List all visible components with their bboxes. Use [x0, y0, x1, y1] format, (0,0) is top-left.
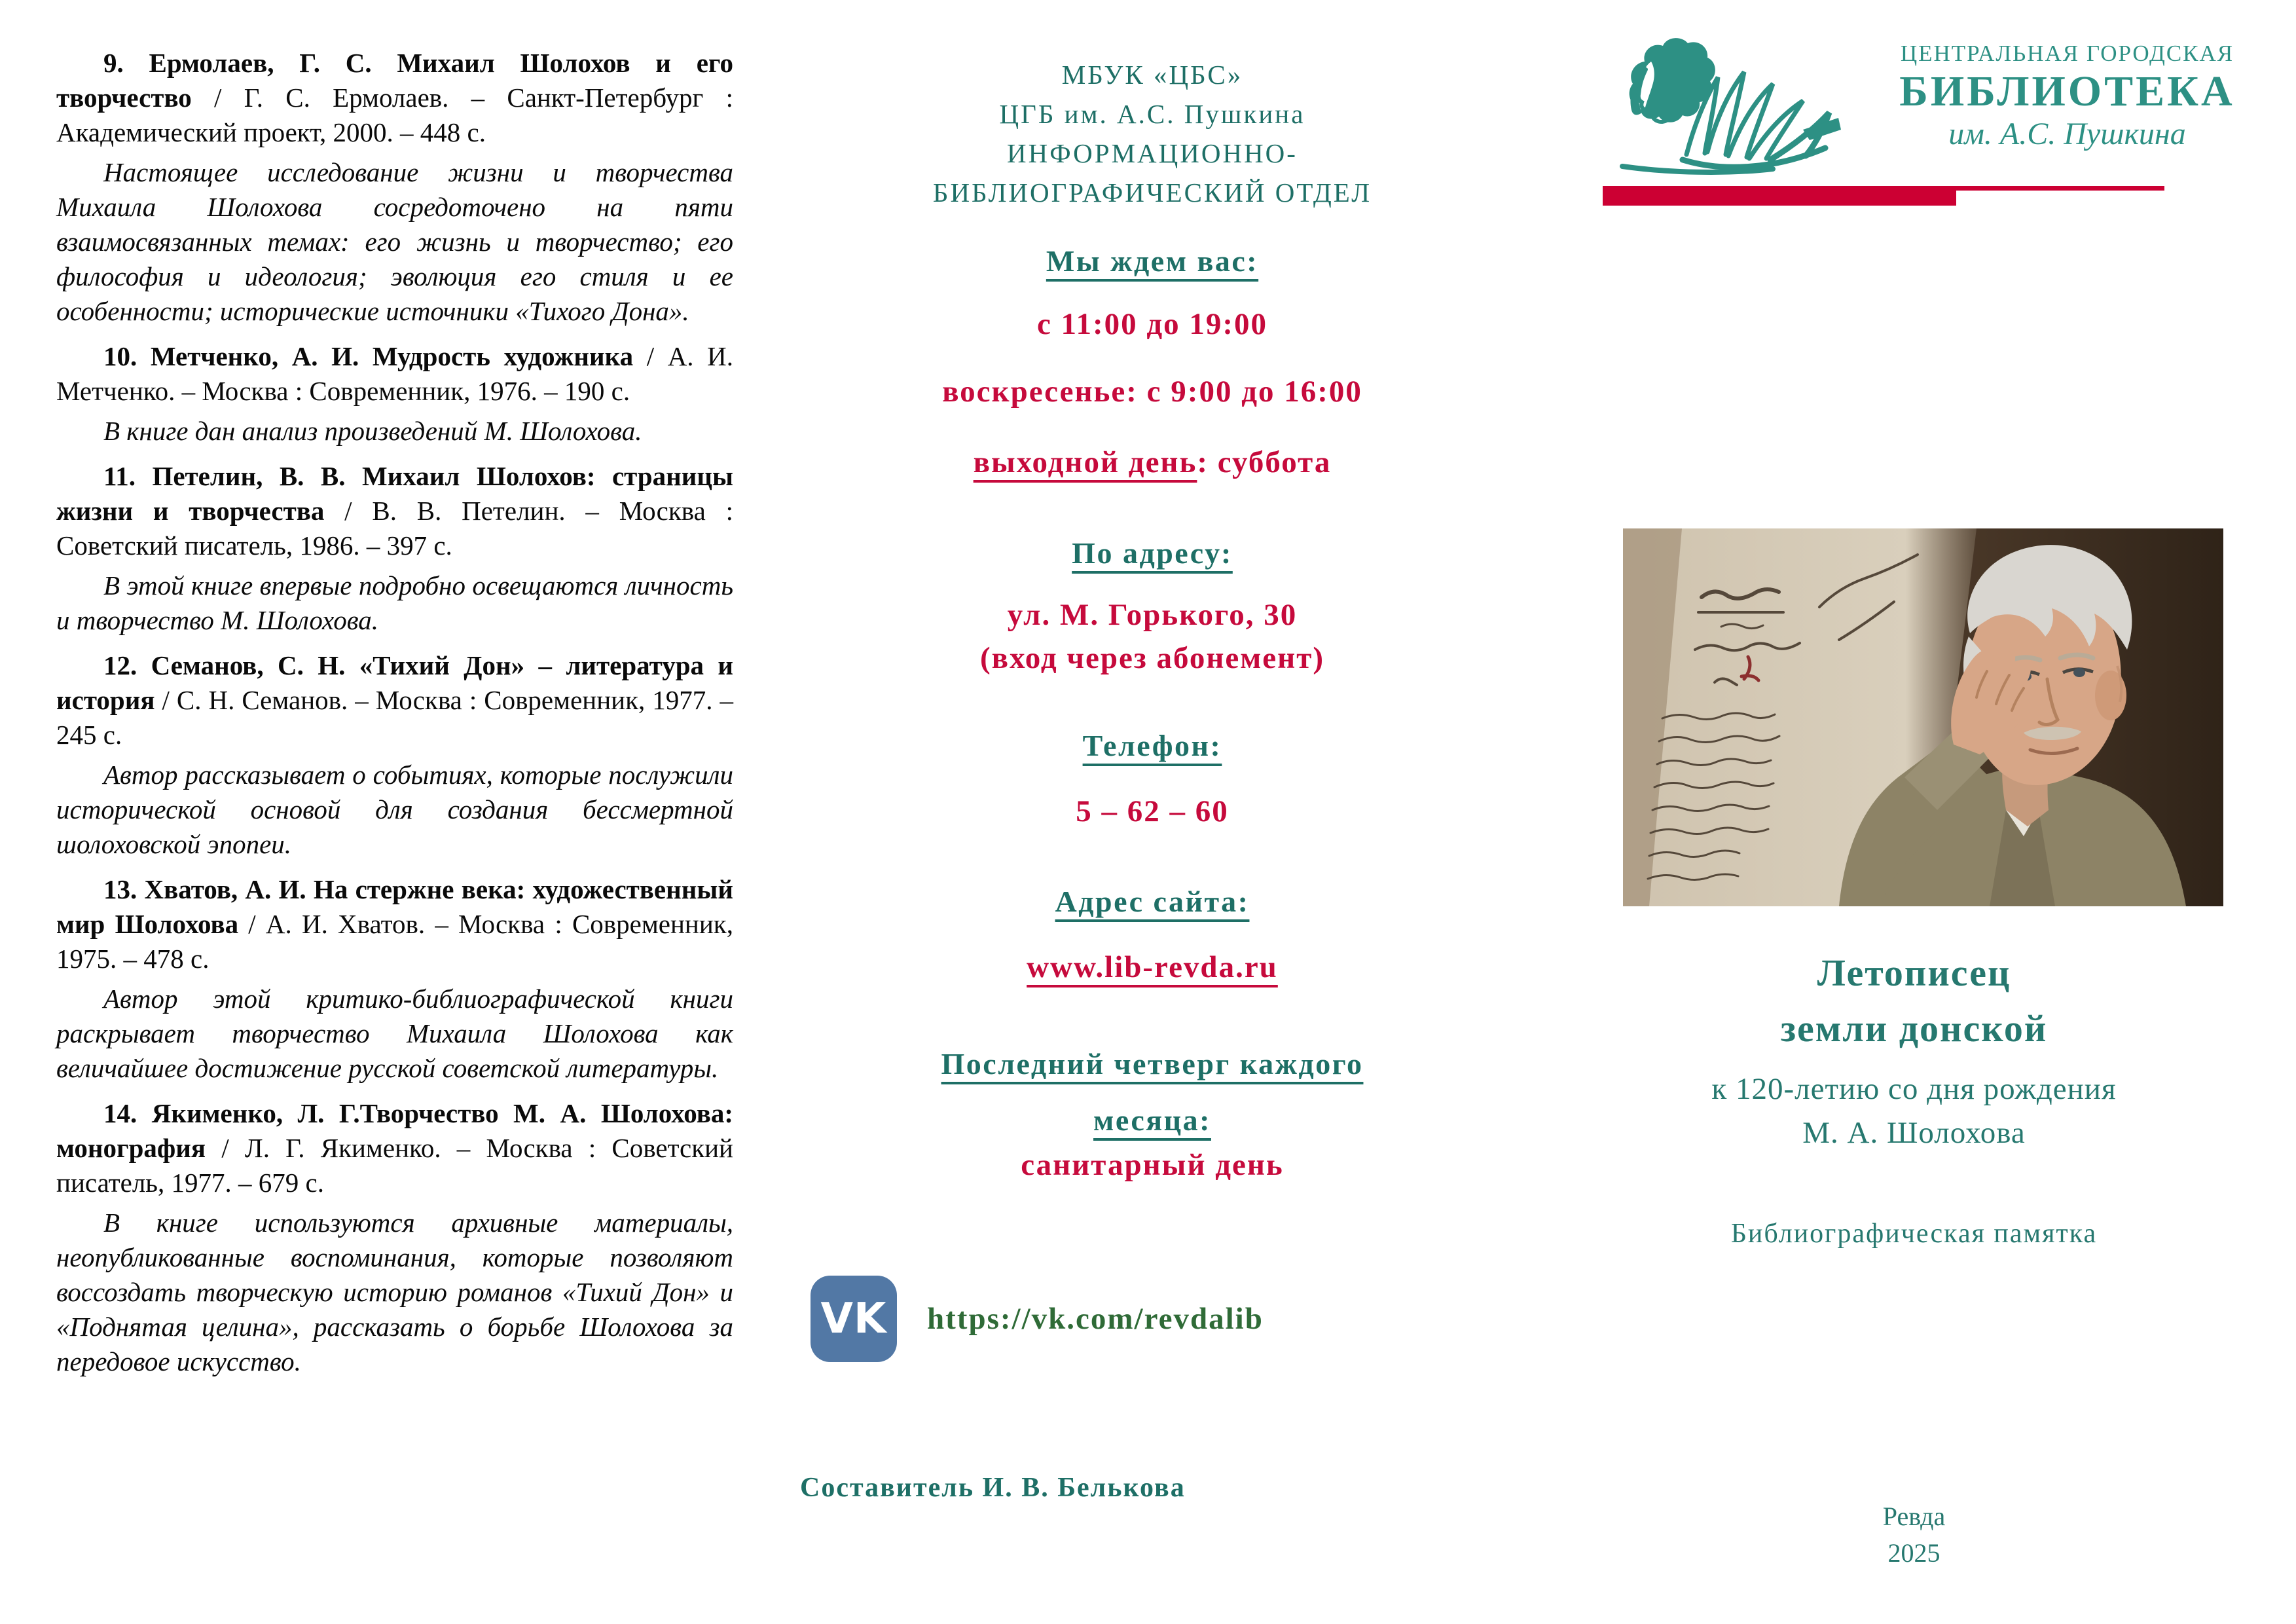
hours-heading: Мы ждем вас: — [1046, 244, 1259, 278]
sanitary-day-value: санитарный день — [1021, 1148, 1284, 1182]
red-accent-bar — [1603, 186, 1956, 206]
cover-column — [1532, 0, 2296, 1624]
site-url-link[interactable]: www.lib-revda.ru — [1027, 950, 1278, 984]
library-logo-text — [1889, 39, 2246, 153]
header-line: ИНФОРМАЦИОННО- — [1007, 138, 1298, 168]
vk-social-row — [811, 1276, 1264, 1362]
entry-citation-title: 9. Ермолаев, Г. С. Михаил Шолохов и его творчество — [56, 48, 733, 113]
address-heading: По адресу: — [1072, 536, 1233, 570]
address-note: (вход через абонемент) — [980, 641, 1324, 675]
bibliography-entry — [56, 459, 733, 563]
vk-link[interactable]: https://vk.com/revdalib — [927, 1302, 1264, 1336]
entry-annotation: Автор рассказывает о событиях, которые послужили исторической основой для создания бессмертной шолоховской эпопеи. — [56, 760, 733, 859]
imprint-city: Ревда — [1882, 1502, 1946, 1531]
site-heading: Адрес сайта: — [1055, 885, 1250, 918]
header-line: МБУК «ЦБС» — [1061, 60, 1243, 90]
entry-annotation: Автор этой критико-библиографической книги раскрывает творчество Михаила Шолохова как величайшее достижение русской советской литературы. — [56, 984, 733, 1083]
entry-annotation: Настоящее исследование жизни и творчества Михаила Шолохова сосредоточено на пяти взаимосвязанных темах: его жизнь и творчество; его философия и идеология; эволюция его стиля и ее особенности; исторические источники «Тихого Дона». — [56, 157, 733, 326]
compiler-credit: Составитель И. В. Белькова — [800, 1473, 1186, 1503]
address-lines — [773, 593, 1532, 680]
cover-title-line1: Летописец — [1817, 951, 2011, 994]
entry-citation-title: 14. Якименко, Л. Г.Творчество М. А. Шолохова: монография — [56, 1098, 733, 1163]
entry-citation-rest: / В. В. Петелин. – Москва : Советский писатель, 1986. – 397 с. — [56, 496, 733, 561]
vk-icon[interactable]: VK — [811, 1276, 897, 1362]
sholokhov-photo — [1623, 528, 2223, 906]
entry-citation-rest: / Л. Г. Якименко. – Москва : Советский писатель, 1977. – 679 с. — [56, 1133, 733, 1198]
entry-citation-rest: / Г. С. Ермолаев. – Санкт-Петербург : Академический проект, 2000. – 448 с. — [56, 83, 733, 147]
header-line: ЦГБ им. А.С. Пушкина — [999, 99, 1305, 129]
red-accent-line — [1956, 186, 2164, 191]
cover-title-line2: земли донской — [1780, 1007, 2048, 1050]
info-column — [773, 0, 1532, 1624]
header-line: БИБЛИОГРАФИЧЕСКИЙ ОТДЕЛ — [932, 177, 1372, 208]
day-off-label: выходной день — [973, 445, 1197, 479]
sanitary-heading-line: месяца: — [1093, 1103, 1211, 1137]
hours-weekdays: с 11:00 до 19:00 — [1036, 307, 1268, 341]
imprint-year: 2025 — [1887, 1538, 1941, 1568]
logo-line3: им. А.С. Пушкина — [1948, 117, 2186, 151]
entry-citation-title: 12. Семанов, С. Н. «Тихий Дон» – литература и история — [56, 650, 733, 715]
entry-citation-title: 11. Петелин, В. В. Михаил Шолохов: страницы жизни и творчества — [56, 461, 733, 526]
entry-citation-rest: / А. И. Хватов. – Москва : Современник, 1975. – 478 с. — [56, 909, 733, 974]
sanitary-heading-line: Последний четверг каждого — [941, 1047, 1364, 1080]
phone-number: 5 – 62 – 60 — [1076, 794, 1229, 828]
entry-annotation: В книге дан анализ произведений М. Шолохова. — [103, 416, 642, 446]
department-header — [773, 55, 1532, 212]
entry-citation-title: 13. Хватов, А. И. На стержне века: художественный мир Шолохова — [56, 874, 733, 939]
entry-annotation: В книге используются архивные материалы, неопубликованные воспоминания, которые позволяют воссоздать творческую историю романов «Тихий Дон» и «Поднятая целина», рассказать о борьбе Шолохова за передовое искусство. — [56, 1208, 733, 1376]
cover-subtitle-line2: М. А. Шолохова — [1802, 1116, 2026, 1150]
bibliography-column — [56, 46, 733, 1390]
entry-annotation: В этой книге впервые подробно освещаются личность и творчество М. Шолохова. — [56, 570, 733, 635]
day-off-value: : суббота — [1197, 445, 1332, 479]
day-off-line — [773, 445, 1532, 480]
hours-sunday: воскресенье: с 9:00 до 16:00 — [942, 375, 1362, 409]
logo-line1: ЦЕНТРАЛЬНАЯ ГОРОДСКАЯ — [1900, 41, 2234, 66]
logo-line2: БИБЛИОТЕКА — [1899, 67, 2235, 115]
phone-heading: Телефон: — [1082, 729, 1222, 762]
bibliography-entry — [56, 648, 733, 752]
bibliography-entry — [56, 872, 733, 976]
entry-citation-rest: / А. И. Метченко. – Москва : Современник, 1976. – 190 с. — [56, 341, 734, 406]
entry-citation-title: 10. Метченко, А. И. Мудрость художника — [103, 341, 634, 371]
sanitary-heading — [773, 1036, 1532, 1149]
address-street: ул. М. Горького, 30 — [1007, 598, 1298, 632]
bibliography-entry — [56, 1096, 733, 1200]
entry-citation-rest: / С. Н. Семанов. – Москва : Современник, 1977. – 245 с. — [56, 685, 733, 750]
cover-subtitle-line1: к 120-летию со дня рождения — [1711, 1072, 2117, 1106]
bibliography-entry — [56, 46, 733, 150]
bibliography-entry — [56, 339, 733, 409]
pushkin-profile-open-book-icon — [1609, 31, 1878, 179]
document-type-label: Библиографическая памятка — [1730, 1219, 2098, 1249]
